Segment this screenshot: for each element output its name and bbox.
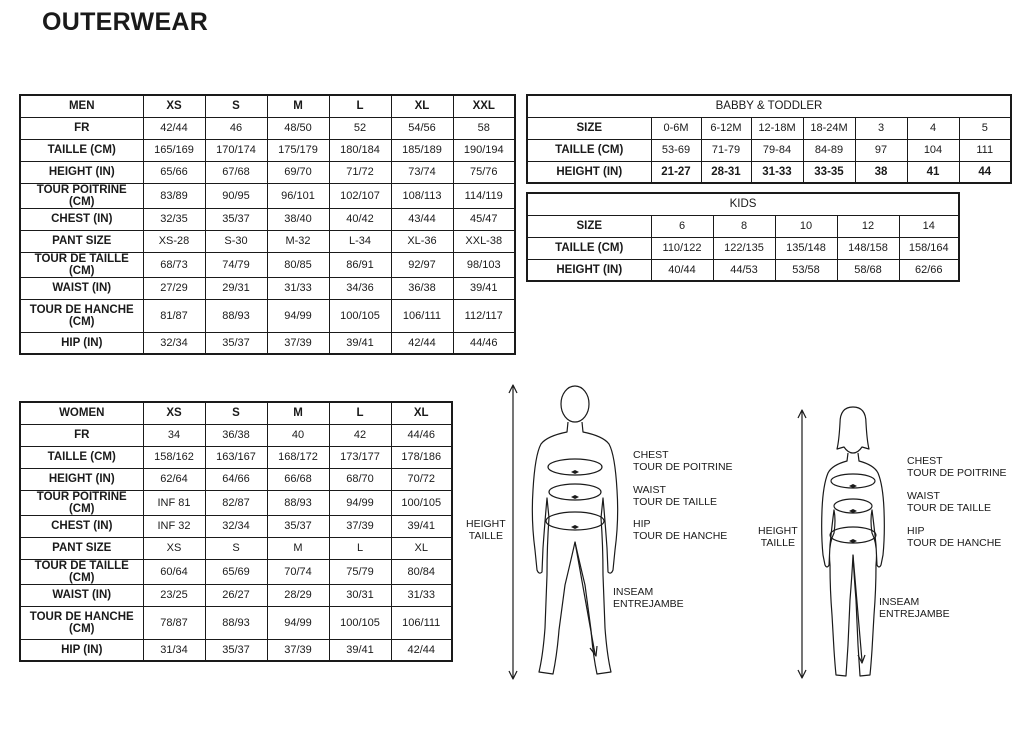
table-cell: 6 bbox=[651, 215, 713, 237]
table-cell: 44/46 bbox=[453, 332, 515, 354]
table-cell: 148/158 bbox=[837, 237, 899, 259]
table-row bbox=[20, 161, 515, 183]
page-title: OUTERWEAR bbox=[42, 8, 209, 36]
table-cell: 34 bbox=[143, 424, 205, 446]
row-label: TAILLE (CM) bbox=[527, 237, 651, 259]
table-row bbox=[20, 639, 452, 661]
table-cell: 44/53 bbox=[713, 259, 775, 281]
row-label: TOUR DE HANCHE (CM) bbox=[20, 299, 143, 332]
row-label: TAILLE (CM) bbox=[20, 139, 143, 161]
table-cell: 75/79 bbox=[329, 559, 391, 584]
table-cell: 32/35 bbox=[143, 208, 205, 230]
row-label: WAIST (IN) bbox=[20, 277, 143, 299]
baby-table-title: BABBY & TODDLER bbox=[527, 95, 1011, 117]
table-row bbox=[20, 139, 515, 161]
table-cell: XS bbox=[143, 402, 205, 424]
table-cell: 80/85 bbox=[267, 252, 329, 277]
table-cell: 0-6M bbox=[651, 117, 701, 139]
table-cell: 6-12M bbox=[701, 117, 751, 139]
table-cell: XS-28 bbox=[143, 230, 205, 252]
table-cell: 44 bbox=[959, 161, 1011, 183]
table-cell: 178/186 bbox=[391, 446, 452, 468]
table-cell: 92/97 bbox=[391, 252, 453, 277]
table-cell: 54/56 bbox=[391, 117, 453, 139]
row-label: SIZE bbox=[527, 117, 651, 139]
table-cell: 170/174 bbox=[205, 139, 267, 161]
table-cell: 3 bbox=[855, 117, 907, 139]
table-cell: 39/41 bbox=[391, 515, 452, 537]
table-row bbox=[527, 117, 1011, 139]
table-cell: 33-35 bbox=[803, 161, 855, 183]
table-cell: 38/40 bbox=[267, 208, 329, 230]
table-cell: 88/93 bbox=[267, 490, 329, 515]
table-cell: 114/119 bbox=[453, 183, 515, 208]
table-cell: 65/66 bbox=[143, 161, 205, 183]
table-cell: 94/99 bbox=[329, 490, 391, 515]
table-cell: 111 bbox=[959, 139, 1011, 161]
table-cell: 81/87 bbox=[143, 299, 205, 332]
table-cell: 104 bbox=[907, 139, 959, 161]
table-row bbox=[20, 117, 515, 139]
table-cell: 66/68 bbox=[267, 468, 329, 490]
table-cell: L bbox=[329, 537, 391, 559]
table-cell: 112/117 bbox=[453, 299, 515, 332]
table-cell: XXL-38 bbox=[453, 230, 515, 252]
table-cell: 5 bbox=[959, 117, 1011, 139]
table-cell: 67/68 bbox=[205, 161, 267, 183]
table-cell: 60/64 bbox=[143, 559, 205, 584]
table-cell: 100/105 bbox=[329, 299, 391, 332]
table-cell: XL bbox=[391, 95, 453, 117]
row-label: TAILLE (CM) bbox=[527, 139, 651, 161]
table-cell: 108/113 bbox=[391, 183, 453, 208]
table-cell: 35/37 bbox=[205, 332, 267, 354]
men-size-table bbox=[19, 94, 516, 355]
table-cell: 36/38 bbox=[391, 277, 453, 299]
table-cell: 69/70 bbox=[267, 161, 329, 183]
row-label: HIP (IN) bbox=[20, 639, 143, 661]
table-cell: 8 bbox=[713, 215, 775, 237]
row-label: TOUR DE TAILLE (CM) bbox=[20, 559, 143, 584]
row-label: CHEST (IN) bbox=[20, 515, 143, 537]
table-cell: 100/105 bbox=[329, 606, 391, 639]
table-cell: 32/34 bbox=[205, 515, 267, 537]
table-cell: 23/25 bbox=[143, 584, 205, 606]
table-cell: 75/76 bbox=[453, 161, 515, 183]
men-header-row bbox=[20, 95, 515, 117]
women-chest-label: CHEST TOUR DE POITRINE bbox=[907, 455, 1007, 479]
table-cell: INF 32 bbox=[143, 515, 205, 537]
table-cell: 90/95 bbox=[205, 183, 267, 208]
row-label: TOUR DE TAILLE (CM) bbox=[20, 252, 143, 277]
table-cell: 97 bbox=[855, 139, 907, 161]
table-cell: 58/68 bbox=[837, 259, 899, 281]
table-cell: 65/69 bbox=[205, 559, 267, 584]
table-cell: 32/34 bbox=[143, 332, 205, 354]
table-cell: 48/50 bbox=[267, 117, 329, 139]
table-row bbox=[20, 537, 452, 559]
table-cell: 12-18M bbox=[751, 117, 803, 139]
table-cell: 158/162 bbox=[143, 446, 205, 468]
table-cell: XL-36 bbox=[391, 230, 453, 252]
table-cell: 40 bbox=[267, 424, 329, 446]
table-cell: 35/37 bbox=[205, 208, 267, 230]
row-label: TOUR DE HANCHE (CM) bbox=[20, 606, 143, 639]
table-cell: 73/74 bbox=[391, 161, 453, 183]
table-cell: 190/194 bbox=[453, 139, 515, 161]
table-cell: 21-27 bbox=[651, 161, 701, 183]
table-cell: XL bbox=[391, 537, 452, 559]
row-label: PANT SIZE bbox=[20, 537, 143, 559]
table-cell: 94/99 bbox=[267, 606, 329, 639]
table-cell: 29/31 bbox=[205, 277, 267, 299]
row-label: HEIGHT (IN) bbox=[20, 161, 143, 183]
men-hip-label: HIP TOUR DE HANCHE bbox=[633, 518, 728, 542]
women-body-figure bbox=[790, 405, 910, 685]
table-cell: 30/31 bbox=[329, 584, 391, 606]
table-cell: 83/89 bbox=[143, 183, 205, 208]
table-cell: 52 bbox=[329, 117, 391, 139]
table-cell: 42 bbox=[329, 424, 391, 446]
table-cell: 40/44 bbox=[651, 259, 713, 281]
table-cell: 68/73 bbox=[143, 252, 205, 277]
men-height-label: HEIGHT TAILLE bbox=[466, 518, 506, 542]
table-cell: 96/101 bbox=[267, 183, 329, 208]
table-cell: 46 bbox=[205, 117, 267, 139]
table-cell: 4 bbox=[907, 117, 959, 139]
table-cell: 53-69 bbox=[651, 139, 701, 161]
table-cell: 175/179 bbox=[267, 139, 329, 161]
table-cell: 31/33 bbox=[391, 584, 452, 606]
table-cell: 31/33 bbox=[267, 277, 329, 299]
women-inseam-label: INSEAM ENTREJAMBE bbox=[879, 596, 950, 620]
table-cell: 10 bbox=[775, 215, 837, 237]
table-cell: XS bbox=[143, 95, 205, 117]
table-cell: 12 bbox=[837, 215, 899, 237]
table-cell: 41 bbox=[907, 161, 959, 183]
table-cell: 42/44 bbox=[391, 639, 452, 661]
table-row bbox=[527, 161, 1011, 183]
table-cell: 28-31 bbox=[701, 161, 751, 183]
row-label: HEIGHT (IN) bbox=[20, 468, 143, 490]
table-cell: 62/64 bbox=[143, 468, 205, 490]
table-cell: S-30 bbox=[205, 230, 267, 252]
table-cell: L-34 bbox=[329, 230, 391, 252]
table-cell: S bbox=[205, 402, 267, 424]
table-cell: 36/38 bbox=[205, 424, 267, 446]
table-cell: M bbox=[267, 537, 329, 559]
table-cell: 106/111 bbox=[391, 299, 453, 332]
table-cell: L bbox=[329, 95, 391, 117]
table-cell: 26/27 bbox=[205, 584, 267, 606]
table-cell: L bbox=[329, 402, 391, 424]
table-cell: 40/42 bbox=[329, 208, 391, 230]
row-label: SIZE bbox=[527, 215, 651, 237]
table-cell: 163/167 bbox=[205, 446, 267, 468]
baby-toddler-size-table bbox=[526, 94, 1012, 184]
row-label: CHEST (IN) bbox=[20, 208, 143, 230]
kids-size-table bbox=[526, 192, 960, 282]
table-cell: 110/122 bbox=[651, 237, 713, 259]
row-label: HEIGHT (IN) bbox=[527, 259, 651, 281]
men-inseam-label: INSEAM ENTREJAMBE bbox=[613, 586, 684, 610]
table-row bbox=[20, 424, 452, 446]
men-body-figure bbox=[495, 380, 655, 685]
table-cell: 71-79 bbox=[701, 139, 751, 161]
table-cell: M bbox=[267, 402, 329, 424]
table-cell: 122/135 bbox=[713, 237, 775, 259]
table-cell: 39/41 bbox=[329, 639, 391, 661]
table-cell: 39/41 bbox=[329, 332, 391, 354]
table-row bbox=[20, 332, 515, 354]
table-cell: 62/66 bbox=[899, 259, 959, 281]
table-cell: 165/169 bbox=[143, 139, 205, 161]
table-cell: 18-24M bbox=[803, 117, 855, 139]
table-cell: 37/39 bbox=[329, 515, 391, 537]
table-cell: 158/164 bbox=[899, 237, 959, 259]
table-row bbox=[20, 183, 515, 208]
table-cell: 35/37 bbox=[205, 639, 267, 661]
table-cell: 70/72 bbox=[391, 468, 452, 490]
row-label: HEIGHT (IN) bbox=[527, 161, 651, 183]
row-label: WAIST (IN) bbox=[20, 584, 143, 606]
row-label: HIP (IN) bbox=[20, 332, 143, 354]
table-cell: 38 bbox=[855, 161, 907, 183]
women-header-row bbox=[20, 402, 452, 424]
table-cell: 42/44 bbox=[143, 117, 205, 139]
table-cell: 45/47 bbox=[453, 208, 515, 230]
table-row bbox=[20, 299, 515, 332]
men-chest-label: CHEST TOUR DE POITRINE bbox=[633, 449, 733, 473]
table-row bbox=[20, 515, 452, 537]
table-cell: 37/39 bbox=[267, 639, 329, 661]
table-cell: 84-89 bbox=[803, 139, 855, 161]
table-cell: 102/107 bbox=[329, 183, 391, 208]
table-row bbox=[20, 208, 515, 230]
table-cell: S bbox=[205, 537, 267, 559]
table-cell: 39/41 bbox=[453, 277, 515, 299]
table-cell: S bbox=[205, 95, 267, 117]
row-label: PANT SIZE bbox=[20, 230, 143, 252]
women-waist-label: WAIST TOUR DE TAILLE bbox=[907, 490, 992, 514]
table-cell: 135/148 bbox=[775, 237, 837, 259]
table-cell: 173/177 bbox=[329, 446, 391, 468]
table-cell: M-32 bbox=[267, 230, 329, 252]
table-row bbox=[20, 490, 452, 515]
table-cell: 34/36 bbox=[329, 277, 391, 299]
table-cell: INF 81 bbox=[143, 490, 205, 515]
table-cell: 64/66 bbox=[205, 468, 267, 490]
table-cell: 43/44 bbox=[391, 208, 453, 230]
table-cell: M bbox=[267, 95, 329, 117]
row-label: FR bbox=[20, 117, 143, 139]
table-cell: 44/46 bbox=[391, 424, 452, 446]
kids-title-row bbox=[527, 193, 959, 215]
table-row bbox=[20, 446, 452, 468]
table-cell: 31-33 bbox=[751, 161, 803, 183]
table-cell: 28/29 bbox=[267, 584, 329, 606]
row-label: TOUR POITRINE (CM) bbox=[20, 183, 143, 208]
table-row bbox=[20, 277, 515, 299]
table-cell: 94/99 bbox=[267, 299, 329, 332]
table-cell: 37/39 bbox=[267, 332, 329, 354]
table-cell: 98/103 bbox=[453, 252, 515, 277]
table-row bbox=[20, 252, 515, 277]
table-row bbox=[527, 237, 959, 259]
table-cell: 82/87 bbox=[205, 490, 267, 515]
table-cell: XL bbox=[391, 402, 452, 424]
table-cell: 71/72 bbox=[329, 161, 391, 183]
row-label: MEN bbox=[20, 95, 143, 117]
table-row bbox=[527, 259, 959, 281]
table-cell: 70/74 bbox=[267, 559, 329, 584]
table-cell: 27/29 bbox=[143, 277, 205, 299]
table-cell: 42/44 bbox=[391, 332, 453, 354]
table-cell: 185/189 bbox=[391, 139, 453, 161]
table-row bbox=[20, 230, 515, 252]
table-row bbox=[527, 215, 959, 237]
table-cell: 80/84 bbox=[391, 559, 452, 584]
table-cell: XS bbox=[143, 537, 205, 559]
baby-title-row bbox=[527, 95, 1011, 117]
table-cell: 58 bbox=[453, 117, 515, 139]
row-label: TAILLE (CM) bbox=[20, 446, 143, 468]
table-cell: 100/105 bbox=[391, 490, 452, 515]
table-cell: 31/34 bbox=[143, 639, 205, 661]
table-row bbox=[20, 468, 452, 490]
table-row bbox=[20, 559, 452, 584]
women-hip-label: HIP TOUR DE HANCHE bbox=[907, 525, 1002, 549]
row-label: WOMEN bbox=[20, 402, 143, 424]
table-cell: 86/91 bbox=[329, 252, 391, 277]
kids-table-title: KIDS bbox=[527, 193, 959, 215]
table-cell: 35/37 bbox=[267, 515, 329, 537]
table-cell: 78/87 bbox=[143, 606, 205, 639]
table-cell: 74/79 bbox=[205, 252, 267, 277]
row-label: FR bbox=[20, 424, 143, 446]
table-cell: 79-84 bbox=[751, 139, 803, 161]
table-cell: XXL bbox=[453, 95, 515, 117]
row-label: TOUR POITRINE (CM) bbox=[20, 490, 143, 515]
table-row bbox=[20, 584, 452, 606]
women-size-table bbox=[19, 401, 453, 662]
table-cell: 14 bbox=[899, 215, 959, 237]
table-cell: 88/93 bbox=[205, 299, 267, 332]
table-cell: 53/58 bbox=[775, 259, 837, 281]
table-cell: 68/70 bbox=[329, 468, 391, 490]
women-height-label: HEIGHT TAILLE bbox=[758, 525, 798, 549]
table-cell: 168/172 bbox=[267, 446, 329, 468]
table-cell: 180/184 bbox=[329, 139, 391, 161]
table-cell: 88/93 bbox=[205, 606, 267, 639]
table-cell: 106/111 bbox=[391, 606, 452, 639]
table-row bbox=[527, 139, 1011, 161]
men-waist-label: WAIST TOUR DE TAILLE bbox=[633, 484, 718, 508]
table-row bbox=[20, 606, 452, 639]
